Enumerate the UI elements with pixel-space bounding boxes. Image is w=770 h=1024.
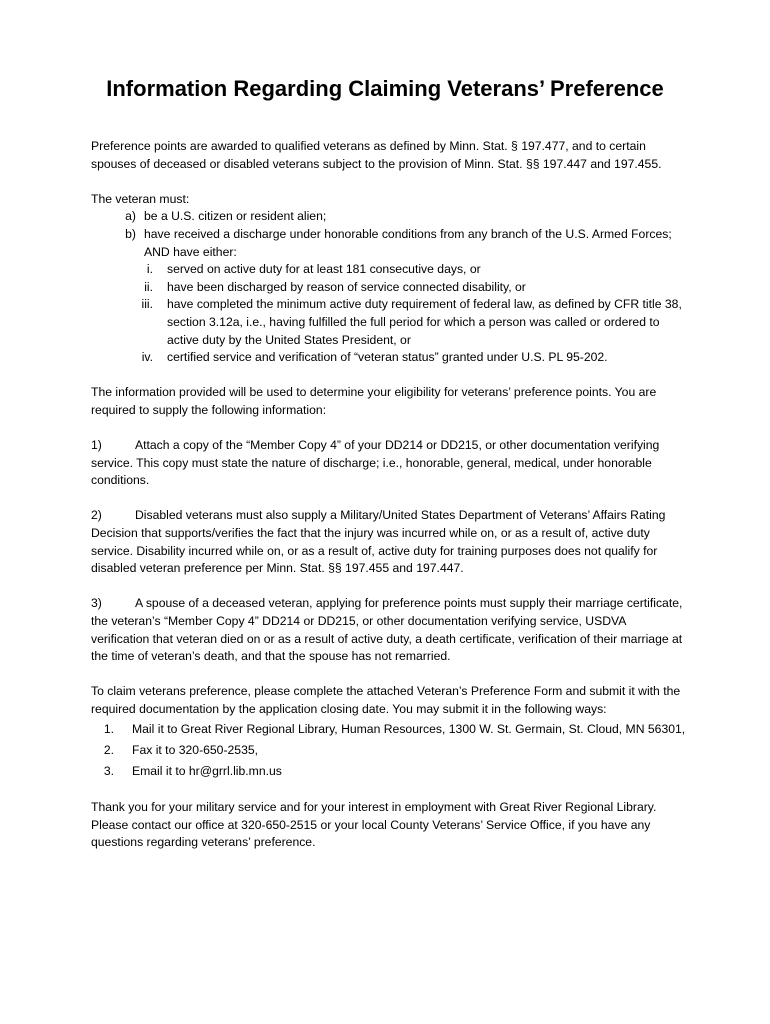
numbered-section [91,437,687,490]
section-text: Disabled veterans must also supply a Military/United States Department of Veterans’ Affairs Rating Decision that supports/verifies the fact that the injury was incurred while on, or as a result of, active duty service. Disability incurred while on, or as a result of, active duty for training purposes does not qualify for disabled veteran preference per Minn. Stat. §§ 197.455 and 197.447. [91,508,666,576]
roman-item [91,279,687,297]
roman-item [91,296,687,349]
alpha-item [91,208,687,226]
page-title: Information Regarding Claiming Veterans’ Preference [106,76,664,101]
submit-item [91,761,687,782]
intro-paragraph: Preference points are awarded to qualified veterans as defined by Minn. Stat. § 197.477, and to certain spouses of deceased or disabled veterans subject to the provision of Minn. Stat. §§ 197.447 and 197.455. [91,139,662,171]
numbered-section [91,595,687,665]
section-number: 2) [91,508,102,523]
roman-item [91,261,687,279]
roman-item-label: ii. [144,279,153,294]
roman-item-text: have completed the minimum active duty requirement of federal law, as defined by CFR title 38, section 3.12a, i.e., having fulfilled the full period for which a person was called or ordered to active duty by the United States President, or [167,297,682,347]
alpha-item-text: be a U.S. citizen or resident alien; [144,209,327,224]
section-number: 3) [91,596,102,611]
roman-item-text: served on active duty for at least 181 consecutive days, or [167,262,481,277]
roman-item-label: iii. [141,297,153,312]
submit-item-label: 3. [103,763,114,778]
submit-item-label: 1. [103,721,114,736]
alpha-item-label: a) [125,209,136,224]
alpha-item-text: have received a discharge under honorable conditions from any branch of the U.S. Armed Forces; AND have either: [144,226,672,259]
submit-item-label: 2. [103,742,114,757]
veteran-must-heading: The veteran must: [91,191,190,206]
roman-item-text: certified service and verification of “veteran status” granted under U.S. PL 95-202. [167,350,608,365]
roman-item-text: have been discharged by reason of service connected disability, or [167,279,526,294]
alpha-item-label: b) [125,226,136,241]
roman-item [91,349,687,367]
claim-paragraph: To claim veterans preference, please complete the attached Veteran’s Preference Form and submit it with the required documentation by the application closing date. You may submit it in the following ways: [91,684,681,716]
roman-item-label: i. [146,262,153,277]
document-body [91,138,687,852]
submit-item [91,719,687,740]
numbered-section [91,507,687,577]
submit-item-text: Mail it to Great River Regional Library, Human Resources, 1300 W. St. Germain, St. Cloud, MN 56301, [132,721,686,736]
section-text: Attach a copy of the “Member Copy 4” of your DD214 or DD215, or other documentation verifying service. This copy must state the nature of discharge; i.e., honorable, general, medical, under honorable conditions. [91,438,660,488]
submit-item [91,740,687,761]
info-paragraph: The information provided will be used to determine your eligibility for veterans’ preference points. You are required to supply the following information: [91,385,657,417]
section-number: 1) [91,438,102,453]
closing-paragraph: Thank you for your military service and for your interest in employment with Great River Regional Library. Please contact our office at 320-650-2515 or your local County Veterans’ Service Office, if you have any questions regarding veterans’ preference. [91,800,657,850]
section-text: A spouse of a deceased veteran, applying for preference points must supply their marriage certificate, the veteran’s “Member Copy 4” DD214 or DD215, or other documentation verifying service, USDVA verification that veteran died on or as a result of active duty, a death certificate, verification of their marriage at the time of veteran’s death, and that the spouse has not remarried. [91,596,683,664]
submit-item-email: Email it to hr@grrl.lib.mn.us [132,763,282,778]
alpha-item [91,226,687,261]
submit-item-text: Fax it to 320-650-2535, [132,742,259,757]
roman-item-label: iv. [141,350,153,365]
